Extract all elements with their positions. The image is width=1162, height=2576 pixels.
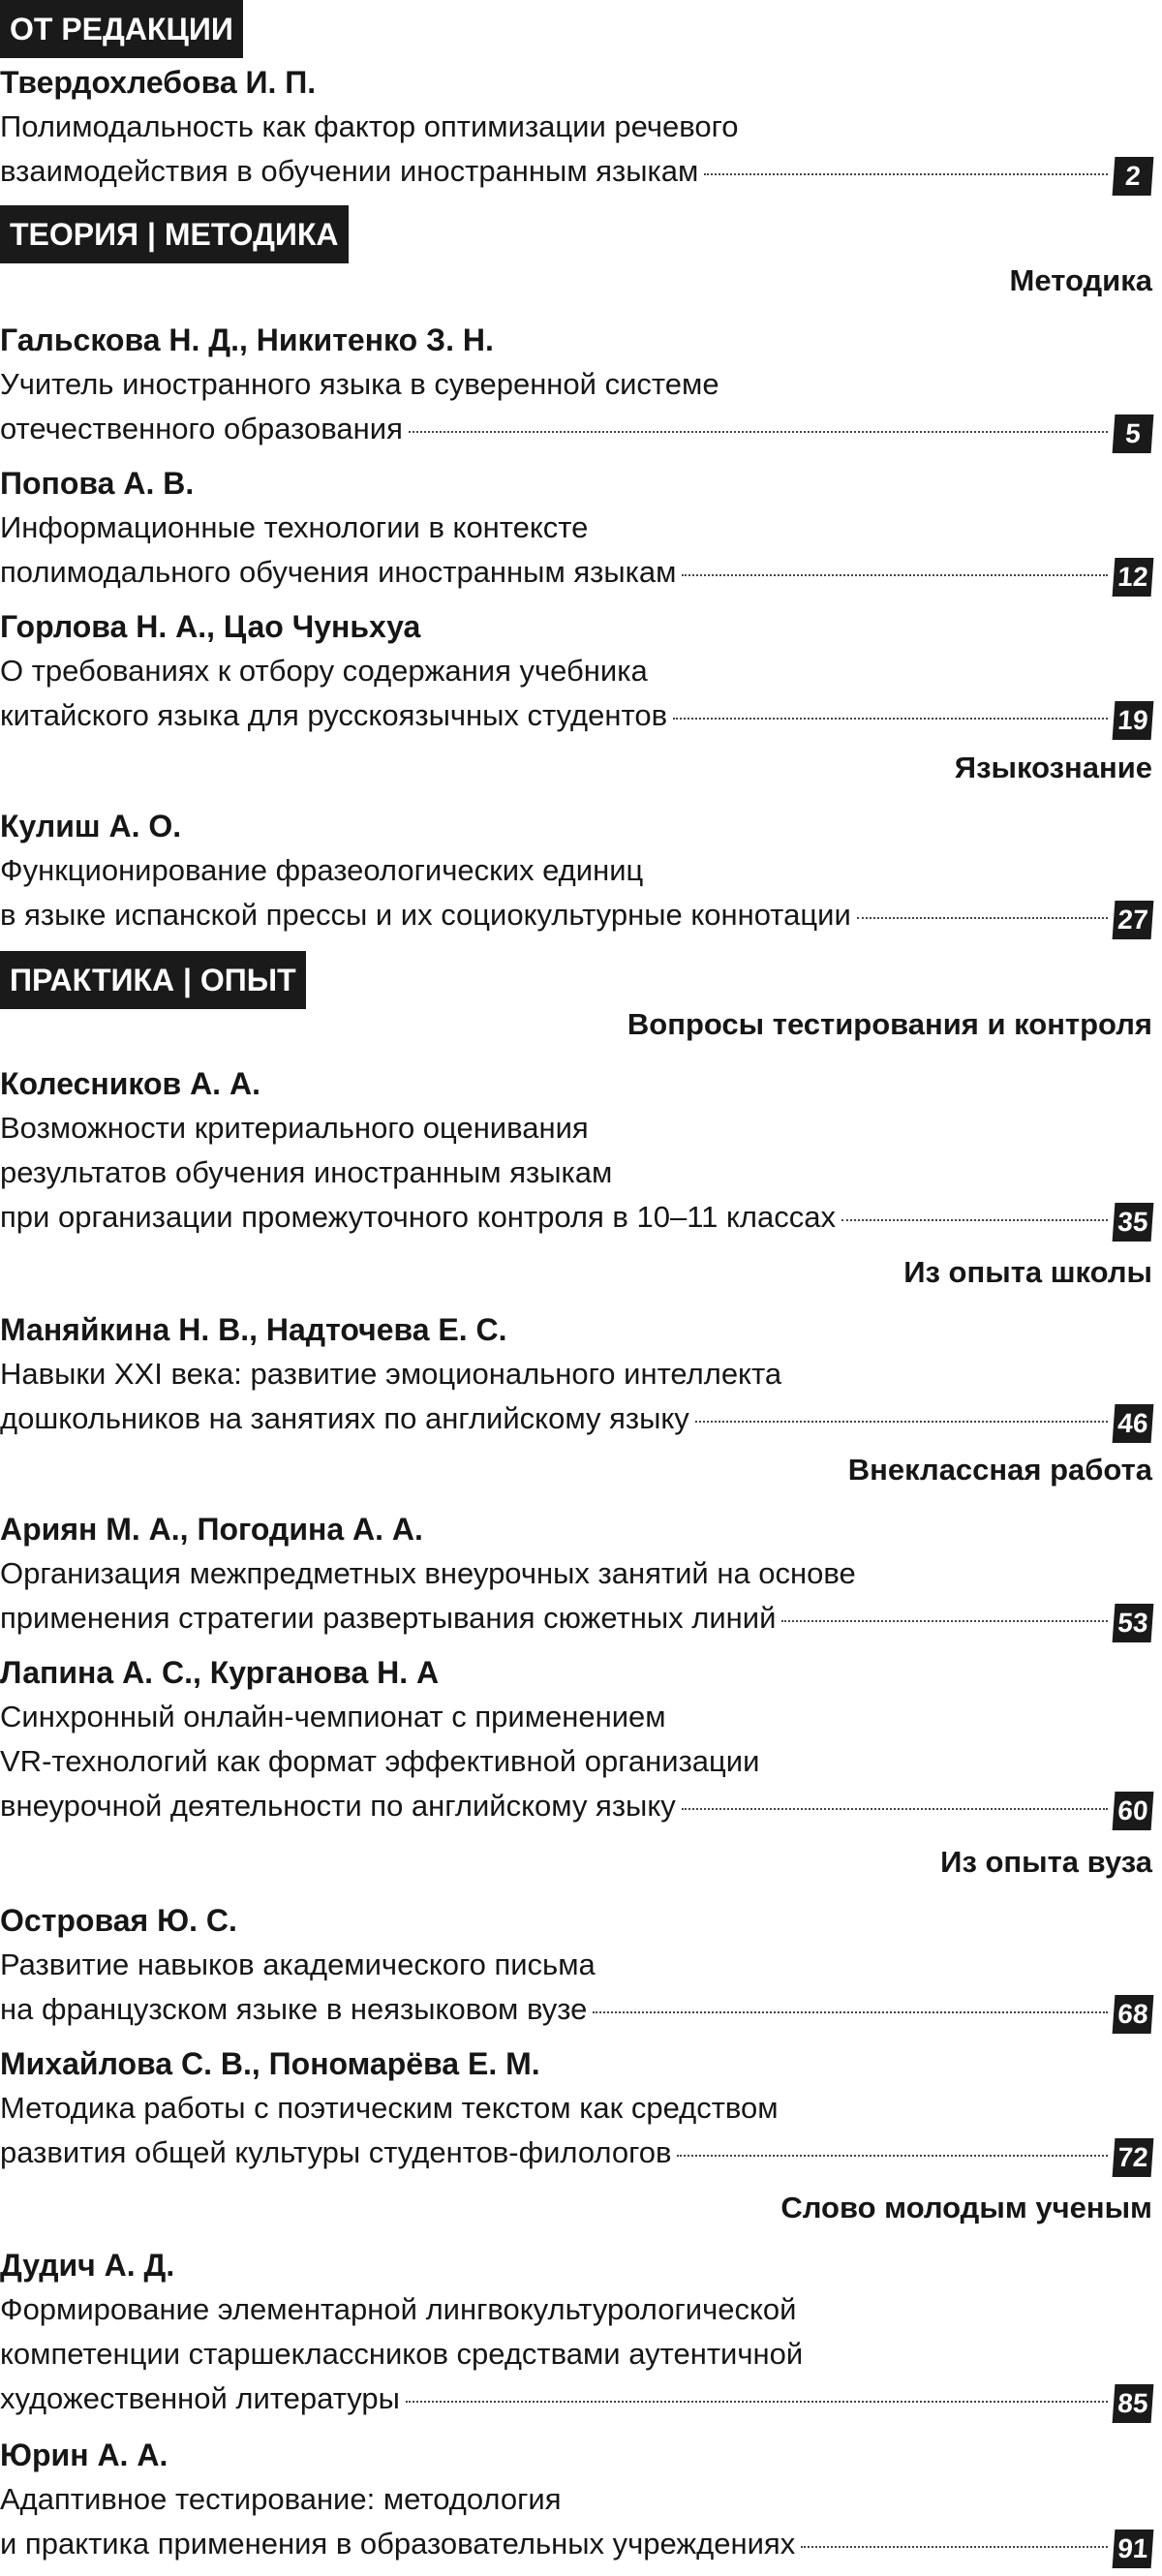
entry-title-line: Адаптивное тестирование: методология bbox=[0, 2482, 562, 2516]
entry-title-line: Методика работы с поэтическим текстом как средством bbox=[0, 2091, 779, 2125]
entry-title-line: на французском языке в неязыковом вузе bbox=[0, 1992, 588, 2026]
entry-title-line: Возможности критериального оценивания bbox=[0, 1111, 589, 1145]
toc-entry[interactable] bbox=[0, 2243, 1152, 2421]
entry-title-line: Функционирование фразеологических единиц bbox=[0, 853, 644, 887]
subsection-heading: Из опыта вуза bbox=[940, 1845, 1152, 1879]
entry-author: Горлова Н. А., Цао Чуньхуа bbox=[0, 609, 421, 644]
dot-leader bbox=[406, 2401, 1108, 2403]
dot-leader bbox=[682, 1808, 1108, 1810]
entry-title-last-line bbox=[0, 2377, 1152, 2421]
entry-author: Кулиш А. О. bbox=[0, 809, 182, 843]
page-number-badge: 12 bbox=[1113, 558, 1154, 597]
entry-author: Дудич А. Д. bbox=[0, 2248, 175, 2283]
entry-author: Гальскова Н. Д., Никитенко З. Н. bbox=[0, 322, 494, 357]
entry-title-line: Развитие навыков академического письма bbox=[0, 1947, 596, 1981]
toc-entry[interactable] bbox=[0, 1650, 1152, 1828]
entry-author: Колесников А. А. bbox=[0, 1066, 260, 1101]
entry-author: Попова А. В. bbox=[0, 466, 195, 501]
entry-author: Лапина А. С., Курганова Н. А bbox=[0, 1655, 440, 1690]
section-header: ПРАКТИКА | ОПЫТ bbox=[0, 951, 306, 1009]
entry-title-last-line bbox=[0, 693, 1152, 738]
section-header: ОТ РЕДАКЦИИ bbox=[0, 0, 243, 58]
page-number-badge: 27 bbox=[1113, 901, 1154, 939]
dot-leader bbox=[801, 2546, 1108, 2548]
toc-entry[interactable] bbox=[0, 1898, 1152, 2032]
dot-leader bbox=[682, 574, 1108, 576]
entry-title-line: при организации промежуточного контроля в 10–11 классах bbox=[0, 1200, 836, 1234]
page-number-badge: 53 bbox=[1113, 1604, 1154, 1642]
toc-entry[interactable] bbox=[0, 2041, 1152, 2175]
page-number-badge: 2 bbox=[1113, 157, 1154, 196]
entry-title-line: Формирование элементарной лингвокультурологической bbox=[0, 2292, 797, 2326]
entry-title-last-line bbox=[0, 1195, 1152, 1240]
entry-author: Юрин А. А. bbox=[0, 2438, 168, 2472]
entry-title-last-line bbox=[0, 2522, 1152, 2566]
entry-title-last-line bbox=[0, 1987, 1152, 2032]
entry-title-last-line bbox=[0, 407, 1152, 451]
entry-author: Маняйкина Н. В., Надточева Е. С. bbox=[0, 1312, 507, 1347]
entry-title-line: китайского языка для русскоязычных студентов bbox=[0, 698, 668, 732]
entry-title-line: отечественного образования bbox=[0, 412, 403, 445]
dot-leader bbox=[673, 718, 1108, 720]
entry-author: Михайлова С. В., Пономарёва Е. М. bbox=[0, 2046, 540, 2081]
dot-leader bbox=[409, 431, 1108, 433]
entry-title-line: Организация межпредметных внеурочных занятий на основе bbox=[0, 1556, 856, 1590]
dot-leader bbox=[841, 1219, 1108, 1221]
toc-entry[interactable] bbox=[0, 60, 1152, 194]
entry-title-last-line bbox=[0, 2131, 1152, 2175]
dot-leader bbox=[695, 1421, 1108, 1423]
page-number-badge: 85 bbox=[1113, 2384, 1154, 2423]
subsection-heading: Вопросы тестирования и контроля bbox=[627, 1007, 1152, 1041]
toc-entry[interactable] bbox=[0, 804, 1152, 937]
entry-title-line: Навыки XXI века: развитие эмоционального интеллекта bbox=[0, 1357, 782, 1391]
subsection-heading: Языкознание bbox=[954, 751, 1152, 784]
subsection-heading: Из опыта школы bbox=[903, 1255, 1152, 1289]
section-header: ТЕОРИЯ | МЕТОДИКА bbox=[0, 205, 349, 263]
entry-title-last-line bbox=[0, 1596, 1152, 1641]
dot-leader bbox=[857, 917, 1108, 919]
subsection-heading: Внеклассная работа bbox=[847, 1453, 1152, 1487]
toc-entry[interactable] bbox=[0, 604, 1152, 738]
toc-entry[interactable] bbox=[0, 461, 1152, 595]
entry-title-line: компетенции старшеклассников средствами аутентичной bbox=[0, 2337, 804, 2371]
entry-author: Ариян М. А., Погодина А. А. bbox=[0, 1512, 423, 1547]
page-number-badge: 72 bbox=[1113, 2138, 1154, 2177]
entry-title-line: взаимодействия в обучении иностранным языкам bbox=[0, 154, 699, 188]
page-number-badge: 68 bbox=[1113, 1995, 1154, 2034]
entry-title-line: Информационные технологии в контексте bbox=[0, 510, 589, 544]
entry-author: Островая Ю. С. bbox=[0, 1903, 237, 1938]
toc-entry[interactable] bbox=[0, 1307, 1152, 1441]
entry-title-line: результатов обучения иностранным языкам bbox=[0, 1155, 613, 1189]
entry-title-line: Учитель иностранного языка в суверенной системе bbox=[0, 367, 719, 401]
dot-leader bbox=[677, 2155, 1108, 2157]
page-number-badge: 5 bbox=[1113, 414, 1154, 453]
dot-leader bbox=[781, 1620, 1108, 1622]
entry-title-last-line bbox=[0, 550, 1152, 595]
entry-title-line: художественной литературы bbox=[0, 2381, 400, 2415]
entry-title-line: Полимодальность как фактор оптимизации речевого bbox=[0, 109, 739, 143]
dot-leader bbox=[704, 173, 1108, 175]
entry-title-line: в языке испанской прессы и их социокультурные коннотации bbox=[0, 898, 851, 932]
entry-title-line: применения стратегии развертывания сюжетных линий bbox=[0, 1601, 777, 1635]
entry-title-line: Синхронный онлайн-чемпионат с применением bbox=[0, 1700, 666, 1733]
entry-title-line: дошкольников на занятиях по английскому языку bbox=[0, 1401, 689, 1435]
entry-title-line: развития общей культуры студентов-филологов bbox=[0, 2135, 672, 2169]
entry-author: Твердохлебова И. П. bbox=[0, 65, 317, 100]
entry-title-line: полимодального обучения иностранным языкам bbox=[0, 555, 677, 589]
entry-title-last-line bbox=[0, 893, 1152, 937]
page-number-badge: 35 bbox=[1113, 1203, 1154, 1242]
subsection-heading: Методика bbox=[1009, 263, 1152, 297]
page-number-badge: 19 bbox=[1113, 701, 1154, 740]
entry-title-last-line bbox=[0, 1784, 1152, 1828]
entry-title-line: VR-технологий как формат эффективной организации bbox=[0, 1744, 760, 1778]
toc-entry[interactable] bbox=[0, 2433, 1152, 2566]
entry-title-line: О требованиях к отбору содержания учебника bbox=[0, 654, 648, 688]
page-number-badge: 60 bbox=[1113, 1792, 1154, 1830]
toc-entry[interactable] bbox=[0, 318, 1152, 451]
entry-title-last-line bbox=[0, 149, 1152, 194]
toc-entry[interactable] bbox=[0, 1061, 1152, 1240]
subsection-heading: Слово молодым ученым bbox=[780, 2191, 1152, 2224]
dot-leader bbox=[593, 2011, 1108, 2013]
page-number-badge: 46 bbox=[1113, 1404, 1154, 1443]
entry-title-last-line bbox=[0, 1396, 1152, 1441]
page-number-badge: 91 bbox=[1113, 2530, 1154, 2568]
entry-title-line: внеурочной деятельности по английскому языку bbox=[0, 1789, 676, 1823]
entry-title-line: и практика применения в образовательных учреждениях bbox=[0, 2527, 796, 2561]
toc-entry[interactable] bbox=[0, 1507, 1152, 1641]
